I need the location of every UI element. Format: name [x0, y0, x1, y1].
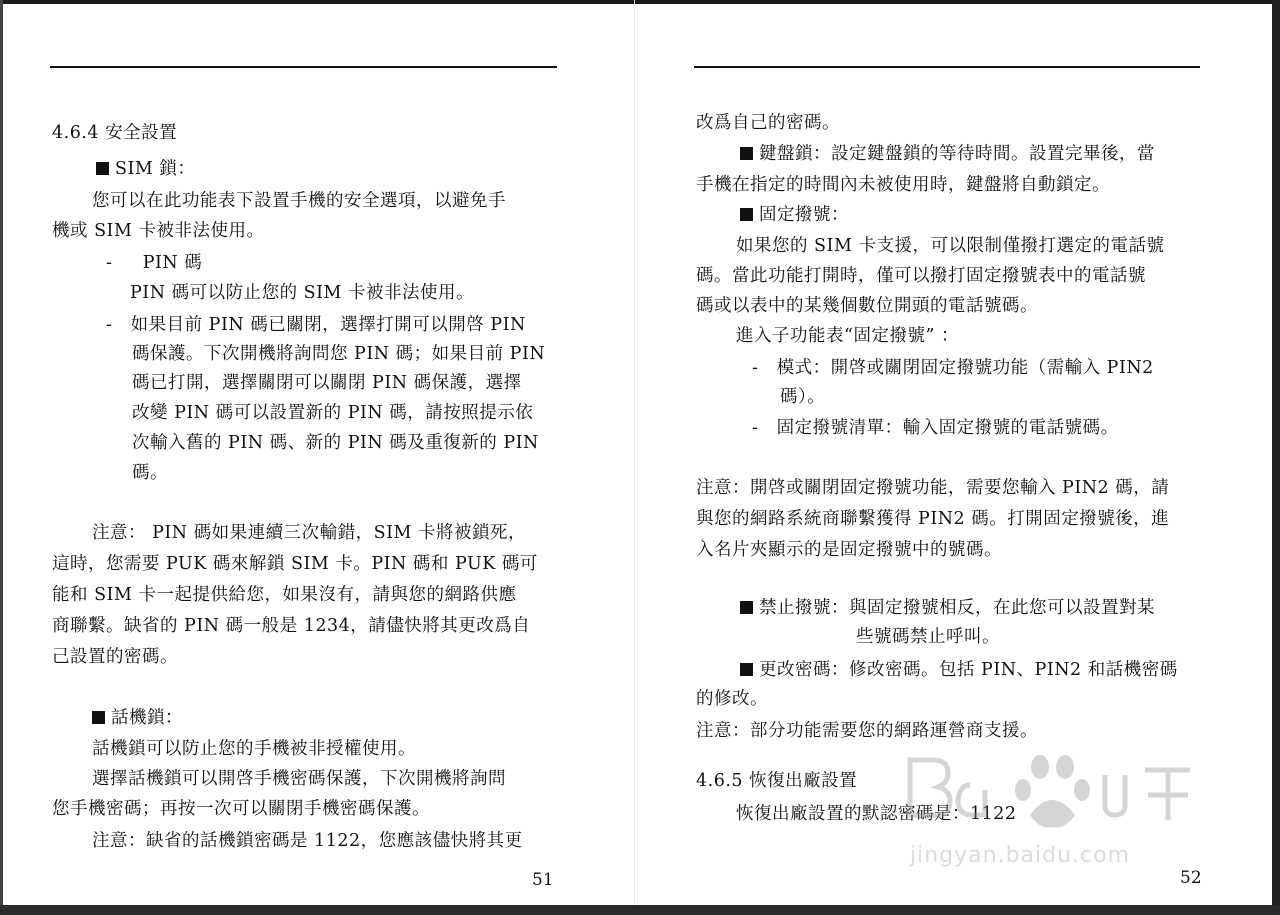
paragraph-line: 改爲自己的密碼。 — [696, 113, 840, 133]
paragraph-line: 注意：缺省的話機鎖密碼是 1122，您應該儘快將其更 — [92, 831, 523, 851]
paragraph-line: 您可以在此功能表下設置手機的安全選項，以避免手 — [92, 191, 506, 211]
section-heading: 4.6.4 安全設置 — [52, 123, 178, 143]
note-line: 注意：部分功能需要您的網路運營商支援。 — [696, 721, 1038, 741]
dash-item: - 固定撥號清單：輸入固定撥號的電話號碼。 — [752, 418, 1119, 438]
paragraph-line: 機或 SIM 卡被非法使用。 — [52, 221, 265, 241]
header-rule — [50, 66, 557, 68]
left-page — [0, 0, 640, 905]
paragraph-line: 進入子功能表“固定撥號” ： — [736, 326, 959, 346]
baidu-jingyan-watermark — [900, 745, 1200, 868]
paragraph-line: 些號碼禁止呼叫。 — [856, 627, 1000, 647]
change-password-row — [740, 655, 1178, 685]
note-line: 商聯繫。缺省的 PIN 碼一般是 1234，請儘快將其更改爲自 — [52, 616, 531, 636]
paragraph-line: 恢復出廠設置的默認密碼是：1122 — [736, 804, 1017, 824]
bullet-square-icon — [740, 208, 753, 221]
paragraph-line: 固定撥號清單：輸入固定撥號的電話號碼。 — [776, 418, 1119, 438]
note-line: 己設置的密碼。 — [52, 647, 178, 667]
paragraph-line: 次輸入舊的 PIN 碼、新的 PIN 碼及重復新的 PIN — [132, 433, 539, 453]
dash-item: - 如果目前 PIN 碼已關閉，選擇打開可以開啓 PIN — [106, 315, 526, 335]
scan-edge-bottom — [0, 905, 1280, 915]
bullet-square-icon — [96, 162, 109, 175]
keylock-row — [740, 139, 1155, 169]
watermark-text: jingyan.baidu.com — [910, 843, 1131, 868]
pin-label: PIN 碼 — [142, 253, 203, 273]
sim-lock-title: SIM 鎖： — [115, 159, 196, 179]
paragraph-line: PIN 碼可以防止您的 SIM 卡被非法使用。 — [130, 283, 475, 303]
note-line: 入名片夾顯示的是固定撥號中的號碼。 — [696, 540, 1002, 560]
paragraph-line: 碼。當此功能打開時，僅可以撥打固定撥號表中的電話號 — [696, 266, 1146, 286]
page-number: 52 — [1180, 868, 1202, 888]
paragraph-line: 如果目前 PIN 碼已關閉，選擇打開可以開啓 PIN — [130, 315, 526, 335]
bullet-square-icon — [740, 147, 753, 160]
barring-row — [740, 593, 1155, 623]
dash-item: - 模式：開啓或關閉固定撥號功能（需輸入 PIN2 — [752, 358, 1154, 378]
paragraph-line: 話機鎖可以防止您的手機被非授權使用。 — [92, 739, 416, 759]
phone-lock-title-row — [92, 703, 183, 733]
section-heading: 4.6.5 恢復出廠設置 — [696, 771, 858, 791]
baidu-logo-icon — [900, 745, 1200, 845]
paragraph-line: 鍵盤鎖：設定鍵盤鎖的等待時間。設置完畢後，當 — [759, 144, 1155, 164]
paragraph-line: 如果您的 SIM 卡支援，可以限制僅撥打選定的電話號 — [736, 236, 1165, 256]
bullet-square-icon — [740, 601, 753, 614]
fdn-title: 固定撥號： — [759, 205, 849, 225]
note-line: 這時，您需要 PUK 碼來解鎖 SIM 卡。PIN 碼和 PUK 碼可 — [52, 554, 538, 574]
paragraph-line: 碼保護。下次開機將詢問您 PIN 碼；如果目前 PIN — [132, 344, 546, 364]
paragraph-line: 禁止撥號：與固定撥號相反，在此您可以設置對某 — [759, 598, 1155, 618]
page-number: 51 — [532, 870, 554, 890]
paragraph-line: 您手機密碼；再按一次可以關閉手機密碼保護。 — [52, 799, 430, 819]
paragraph-line: 手機在指定的時間內未被使用時，鍵盤將自動鎖定。 — [696, 175, 1110, 195]
paragraph-line: 碼。 — [132, 463, 168, 483]
note-line: 注意： PIN 碼如果連續三次輸錯，SIM 卡將被鎖死， — [92, 523, 527, 543]
paragraph-line: 碼已打開，選擇關閉可以關閉 PIN 碼保護，選擇 — [132, 373, 522, 393]
paragraph-line: 碼）。 — [780, 387, 826, 407]
header-rule — [694, 66, 1200, 68]
paragraph-line: 模式：開啓或關閉固定撥號功能（需輸入 PIN2 — [776, 358, 1154, 378]
fdn-title-row — [740, 200, 849, 230]
sim-lock-title-row — [96, 154, 195, 184]
note-line: 注意：開啓或關閉固定撥號功能，需要您輸入 PIN2 碼，請 — [696, 478, 1170, 498]
paragraph-line: 改變 PIN 碼可以設置新的 PIN 碼，請按照提示依 — [132, 403, 534, 423]
paragraph-line: 碼或以表中的某幾個數位開頭的電話號碼。 — [696, 296, 1038, 316]
note-line: 與您的網路系統商聯繫獲得 PIN2 碼。打開固定撥號後，進 — [696, 509, 1170, 529]
paragraph-line: 更改密碼：修改密碼。包括 PIN、PIN2 和話機密碼 — [759, 660, 1178, 680]
paragraph-line: 的修改。 — [696, 689, 768, 709]
phone-lock-title: 話機鎖： — [111, 708, 183, 728]
bullet-square-icon — [740, 663, 753, 676]
note-line: 能和 SIM 卡一起提供給您，如果沒有，請與您的網路供應 — [52, 585, 517, 605]
bullet-square-icon — [92, 711, 105, 724]
paragraph-line: 選擇話機鎖可以開啓手機密碼保護，下次開機將詢問 — [92, 769, 506, 789]
dash-item: - PIN 碼 — [106, 253, 203, 273]
